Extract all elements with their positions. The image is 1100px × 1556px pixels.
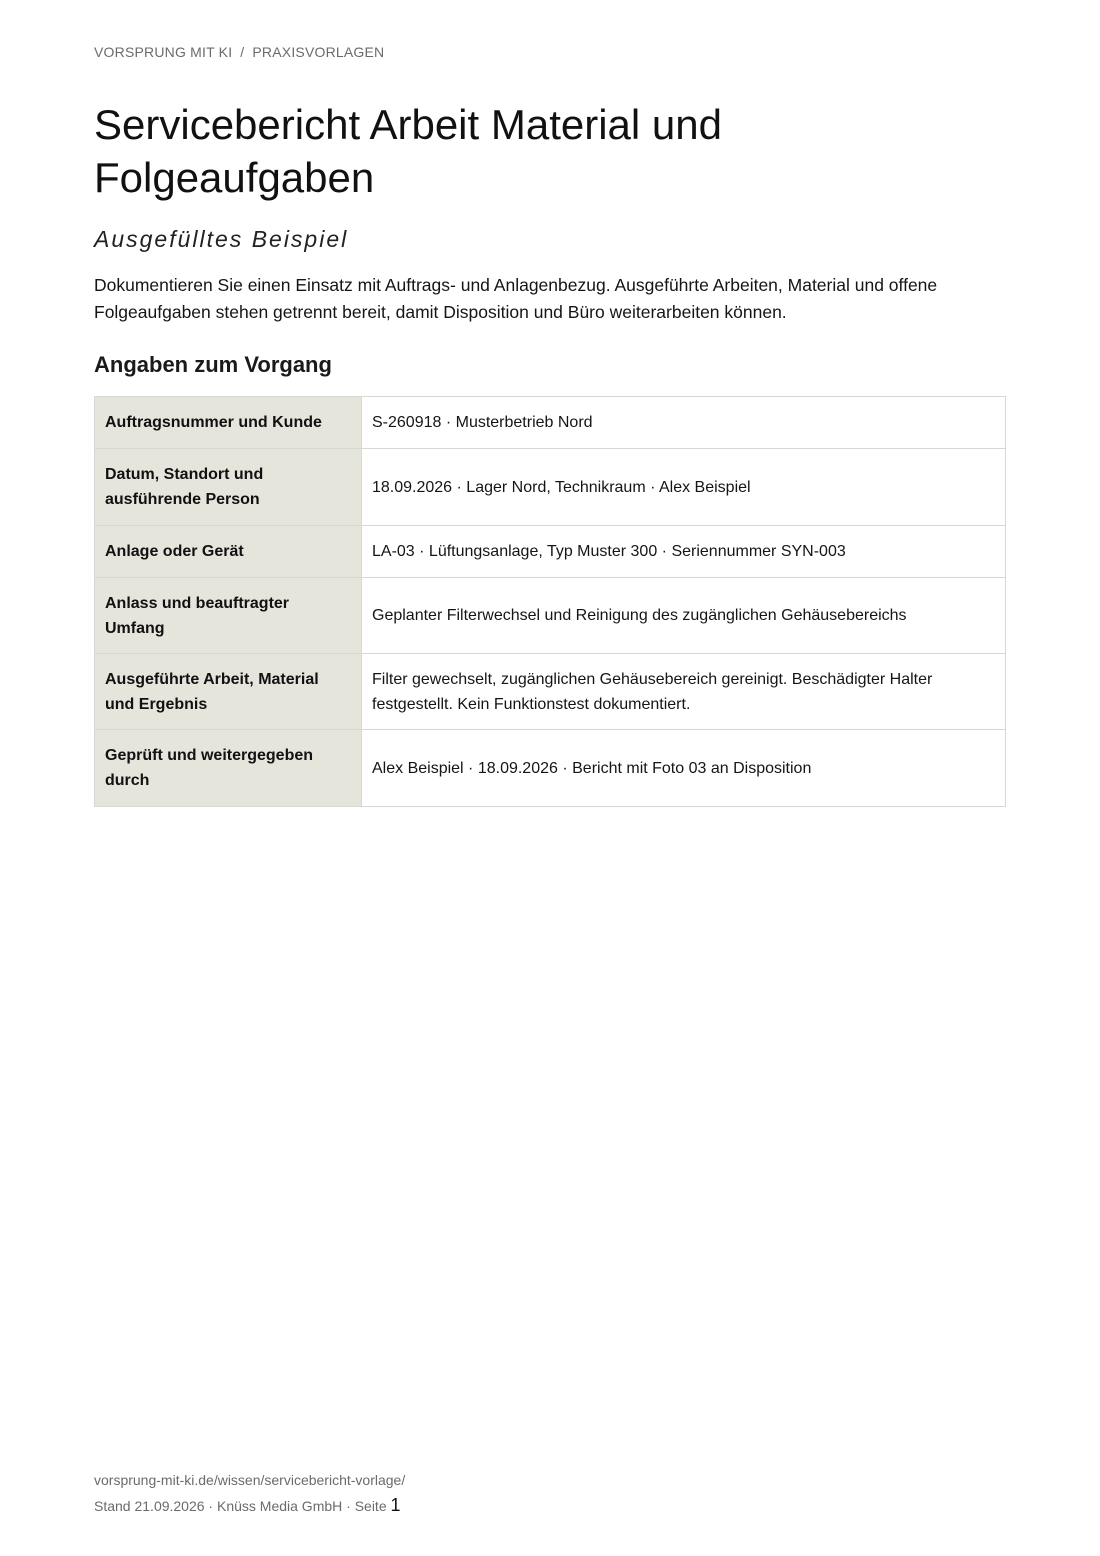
page-subtitle: Ausgefülltes Beispiel xyxy=(94,226,349,252)
row-value: Alex Beispiel · 18.09.2026 · Bericht mit Foto 03 an Disposition xyxy=(362,730,1006,807)
breadcrumb-item: VORSPRUNG MIT KI xyxy=(94,44,233,60)
breadcrumb-separator: / xyxy=(240,44,245,60)
table-row xyxy=(95,449,1006,526)
table-row xyxy=(95,397,1006,449)
row-label: Anlass und beauftragter Umfang xyxy=(95,578,362,654)
details-table xyxy=(94,396,1006,807)
row-label: Auftragsnummer und Kunde xyxy=(95,397,362,449)
page-title: Servicebericht Arbeit Material und Folgeaufgaben xyxy=(94,101,722,201)
table-row xyxy=(95,578,1006,654)
breadcrumb-item: PRAXISVORLAGEN xyxy=(252,44,385,60)
row-value: S-260918 · Musterbetrieb Nord xyxy=(362,397,1006,449)
table-row xyxy=(95,526,1006,578)
row-label: Geprüft und weitergegeben durch xyxy=(95,730,362,807)
row-label: Anlage oder Gerät xyxy=(95,526,362,578)
row-label: Datum, Standort und ausführende Person xyxy=(95,449,362,526)
table-row xyxy=(95,730,1006,807)
breadcrumb xyxy=(94,44,384,60)
section-title: Angaben zum Vorgang xyxy=(94,352,332,377)
footer-meta xyxy=(94,1493,405,1519)
row-value: Geplanter Filterwechsel und Reinigung des zugänglichen Gehäusebereichs xyxy=(362,578,1006,654)
intro-paragraph: Dokumentieren Sie einen Einsatz mit Auftrags- und Anlagenbezug. Ausgeführte Arbeiten, Material und offene Folgeaufgaben stehen getrennt bereit, damit Disposition und Büro weiterarbeiten können. xyxy=(94,275,938,322)
footer-meta-text: Stand 21.09.2026 · Knüss Media GmbH · Seite xyxy=(94,1498,387,1514)
page-number: 1 xyxy=(390,1495,401,1515)
row-label: Ausgeführte Arbeit, Material und Ergebnis xyxy=(95,654,362,730)
table-row xyxy=(95,654,1006,730)
page-footer xyxy=(94,1468,405,1519)
footer-url: vorsprung-mit-ki.de/wissen/servicebericht-vorlage/ xyxy=(94,1472,406,1488)
row-value: Filter gewechselt, zugänglichen Gehäusebereich gereinigt. Beschädigter Halter festgestellt. Kein Funktionstest dokumentiert. xyxy=(362,654,1006,730)
row-value: LA-03 · Lüftungsanlage, Typ Muster 300 · Seriennummer SYN-003 xyxy=(362,526,1006,578)
row-value: 18.09.2026 · Lager Nord, Technikraum · Alex Beispiel xyxy=(362,449,1006,526)
